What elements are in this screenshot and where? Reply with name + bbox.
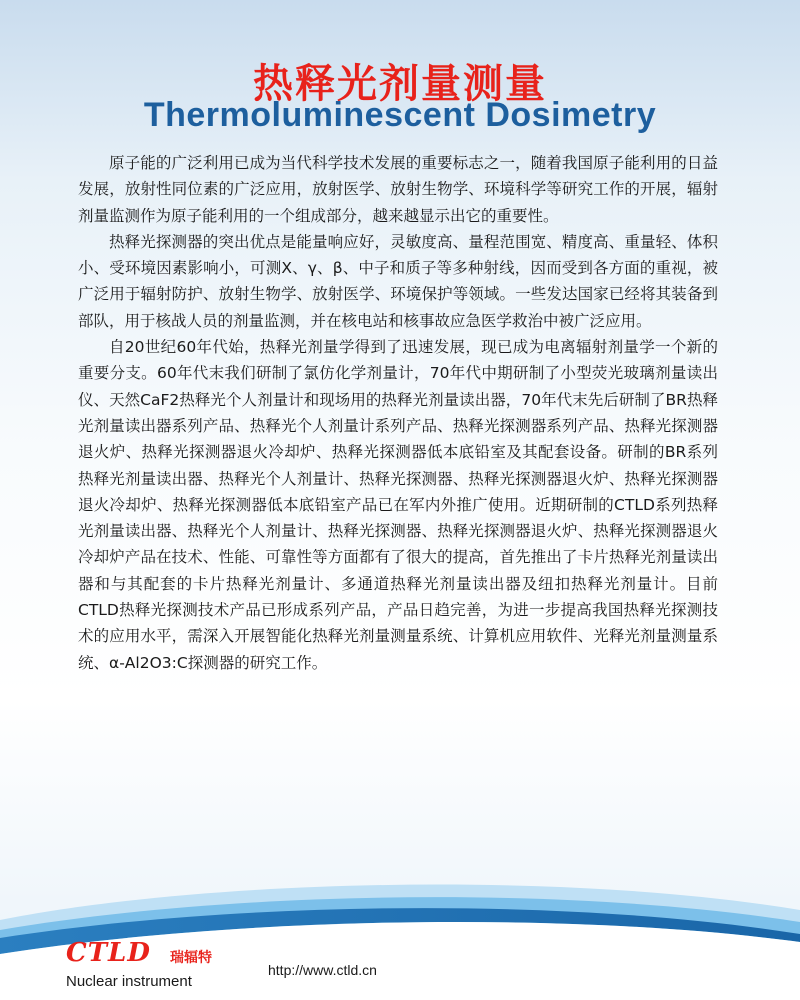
paragraph-1: 原子能的广泛利用已成为当代科学技术发展的重要标志之一，随着我国原子能利用的日益发展，放射性同位素的广泛应用，放射医学、放射生物学、环境科学等研究工作的开展，辐射剂量监测作为原子能利用的一个组成部分，越来越显示出它的重要性。 (78, 154, 718, 225)
article-body (78, 150, 718, 676)
paragraph-2: 热释光探测器的突出优点是能量响应好，灵敏度高、量程范围宽、精度高、重量轻、体积小、受环境因素影响小，可测X、γ、β、中子和质子等多种射线，因而受到各方面的重视，被广泛用于辐射防护、放射生物学、放射医学、环境保护等领域。一些发达国家已经将其装备到部队，用于核战人员的剂量监测，并在核电站和核事故应急医学救治中被广泛应用。 (78, 232, 718, 330)
website-url[interactable]: http://www.ctld.cn (268, 962, 377, 978)
brand-subtitle: Nuclear instrument (66, 973, 192, 990)
page-subtitle-english: Thermoluminescent Dosimetry (143, 96, 657, 134)
brand-name-chinese: 瑞辐特 (170, 950, 212, 966)
page-title: 热释光剂量测量 (253, 61, 547, 107)
paragraph-3: 自20世纪60年代始，热释光剂量学得到了迅速发展，现已成为电离辐射剂量学一个新的重要分支。60年代末我们研制了氯仿化学剂量计，70年代中期研制了小型荧光玻璃剂量读出仪、天然CaF2热释光个人剂量计和现场用的热释光剂量读出器，70年代末先后研制了BR热释光剂量读出器系列产品、热释光个人剂量计系列产品、热释光探测器系列产品、热释光探测器退火炉、热释光探测器退火冷却炉、热释光探测器低本底铅室及其配套设备。研制的BR系列热释光剂量读出器、热释光个人剂量计、热释光探测器、热释光探测器退火炉、热释光探测器退火冷却炉、热释光探测器低本底铅室产品已在军内外推广使用。近期研制的CTLD系列热释光剂量读出器、热释光个人剂量计、热释光探测器、热释光探测器退火炉、热释光探测器退火冷却炉产品在技术、性能、可靠性等方面都有了很大的提高，首先推出了卡片热释光剂量读出器和与其配套的卡片热释光剂量计、多通道热释光剂量读出器及纽扣热释光剂量计。目前CTLD热释光探测技术产品已形成系列产品，产品日趋完善，为进一步提高我国热释光探测技术的应用水平，需深入开展智能化热释光剂量测量系统、计算机应用软件、光释光剂量测量系统、α-Al2O3:C探测器的研究工作。 (78, 338, 719, 672)
brand-logo: CTLD (66, 938, 151, 968)
